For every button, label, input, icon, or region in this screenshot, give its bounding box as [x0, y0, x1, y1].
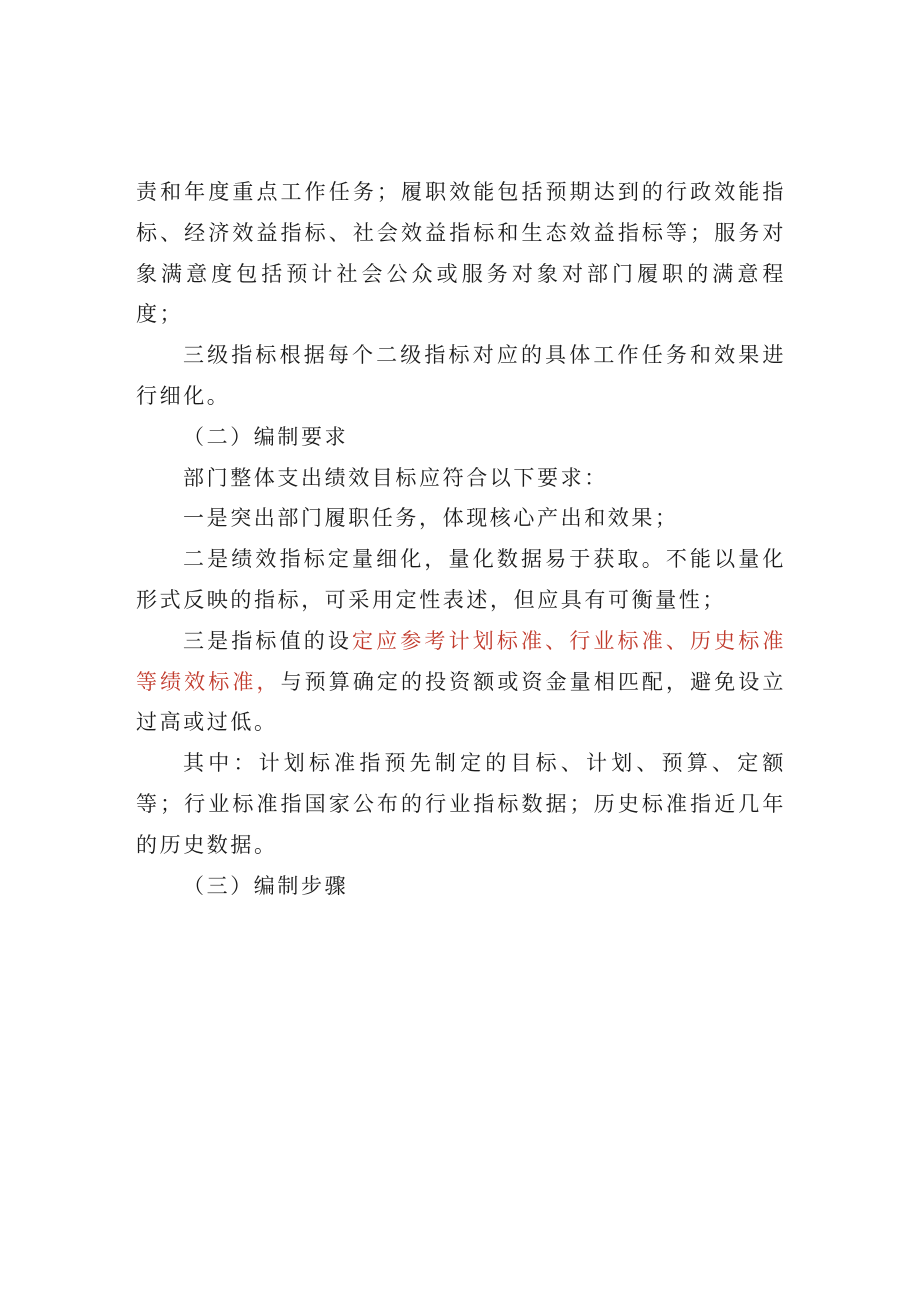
section-heading-steps: （三）编制步骤: [183, 873, 349, 898]
paragraph-requirements-intro: 部门整体支出绩效目标应符合以下要求：: [183, 465, 608, 490]
paragraph-requirement-one: 一是突出部门履职任务，体现核心产出和效果；: [183, 506, 679, 531]
section-heading-requirements: （二）编制要求: [183, 424, 349, 449]
requirement-three-highlight: 定应参考计划标准、行业标准、历史标准等绩效标准，: [136, 628, 786, 694]
requirement-three-start: 三是指标值的设: [183, 628, 352, 653]
requirement-three-end: 与预算确定的投资额或资金量相匹配，避免设立过高或过低。: [136, 669, 786, 735]
paragraph-performance-indicators: 责和年度重点工作任务；履职效能包括预期达到的行政效能指标、经济效益指标、社会效益指标和生态效益指标等；服务对象满意度包括预计社会公众或服务对象对部门履职的满意程度；: [136, 180, 786, 327]
paragraph-requirement-three: [136, 621, 786, 743]
paragraph-third-level-indicators: 三级指标根据每个二级指标对应的具体工作任务和效果进行细化。: [136, 343, 786, 408]
document-body: [136, 172, 786, 906]
paragraph-standards-definition: 其中：计划标准指预先制定的目标、计划、预算、定额等；行业标准指国家公布的行业指标数据；历史标准指近几年的历史数据。: [136, 751, 786, 857]
paragraph-requirement-two: 二是绩效指标定量细化，量化数据易于获取。不能以量化形式反映的指标，可采用定性表述，但应具有可衡量性；: [136, 547, 786, 612]
